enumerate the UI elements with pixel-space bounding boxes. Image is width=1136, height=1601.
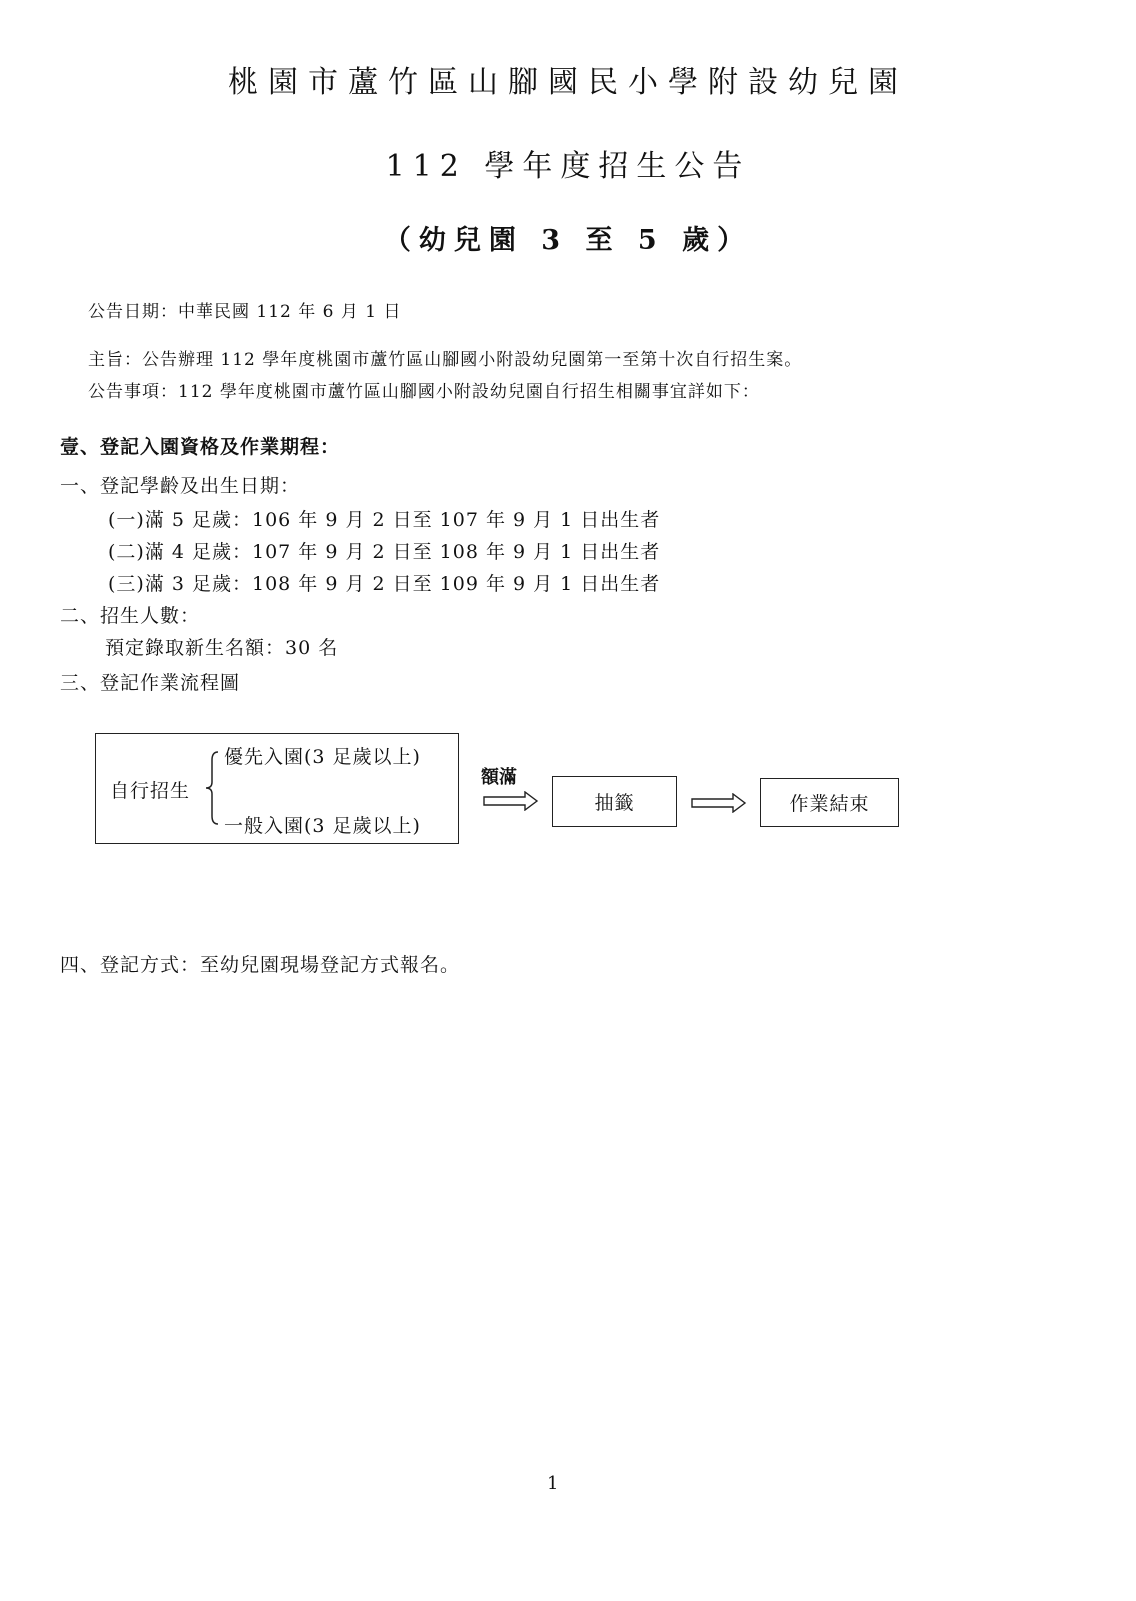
- birth-range-line: (二)滿 4 足歲：107 年 9 月 2 日至 108 年 9 月 1 日出生者: [108, 541, 661, 563]
- item1-label: 一、登記學齡及出生日期：: [60, 475, 301, 497]
- flow-branch-general: 一般入園(3 足歲以上): [224, 815, 421, 837]
- announce-date: 公告日期：中華民國 112 年 6 月 1 日: [88, 302, 402, 322]
- flow-start: 自行招生: [110, 780, 191, 802]
- item3-label: 三、登記作業流程圖: [60, 672, 241, 694]
- announcement-title: 112 學年度招生公告: [385, 149, 751, 184]
- arrow-right-icon: [483, 791, 539, 811]
- brace-icon: [200, 748, 224, 828]
- page-number: 1: [547, 1473, 559, 1494]
- age-range-title: （幼兒園 3 至 5 歲）: [383, 225, 753, 256]
- flow-step: 抽籤: [594, 792, 635, 814]
- matters: 公告事項：112 學年度桃園市蘆竹區山腳國小附設幼兒園自行招生相關事宜詳如下：: [88, 382, 760, 402]
- birth-range-line: (三)滿 3 足歲：108 年 9 月 2 日至 109 年 9 月 1 日出生者: [108, 573, 661, 595]
- subject: 主旨：公告辦理 112 學年度桃園市蘆竹區山腳國小附設幼兒園第一至第十次自行招生案。: [88, 350, 803, 370]
- enrollment-quota: 預定錄取新生名額：30 名: [105, 637, 339, 659]
- end-box: [760, 778, 899, 827]
- birth-range-line: (一)滿 5 足歲：106 年 9 月 2 日至 107 年 9 月 1 日出生者: [108, 509, 661, 531]
- item2-label: 二、招生人數：: [60, 605, 201, 627]
- item4-registration-method: 四、登記方式：至幼兒園現場登記方式報名。: [60, 954, 461, 976]
- arrow-right-icon: [691, 793, 747, 813]
- section-heading: 壹、登記入園資格及作業期程：: [60, 436, 341, 458]
- school-title: 桃園市蘆竹區山腳國民小學附設幼兒園: [228, 65, 908, 100]
- flow-branch-priority: 優先入園(3 足歲以上): [224, 746, 421, 768]
- flow-condition: 額滿: [481, 767, 517, 788]
- flow-end: 作業結束: [789, 793, 870, 815]
- lottery-box: [552, 776, 677, 827]
